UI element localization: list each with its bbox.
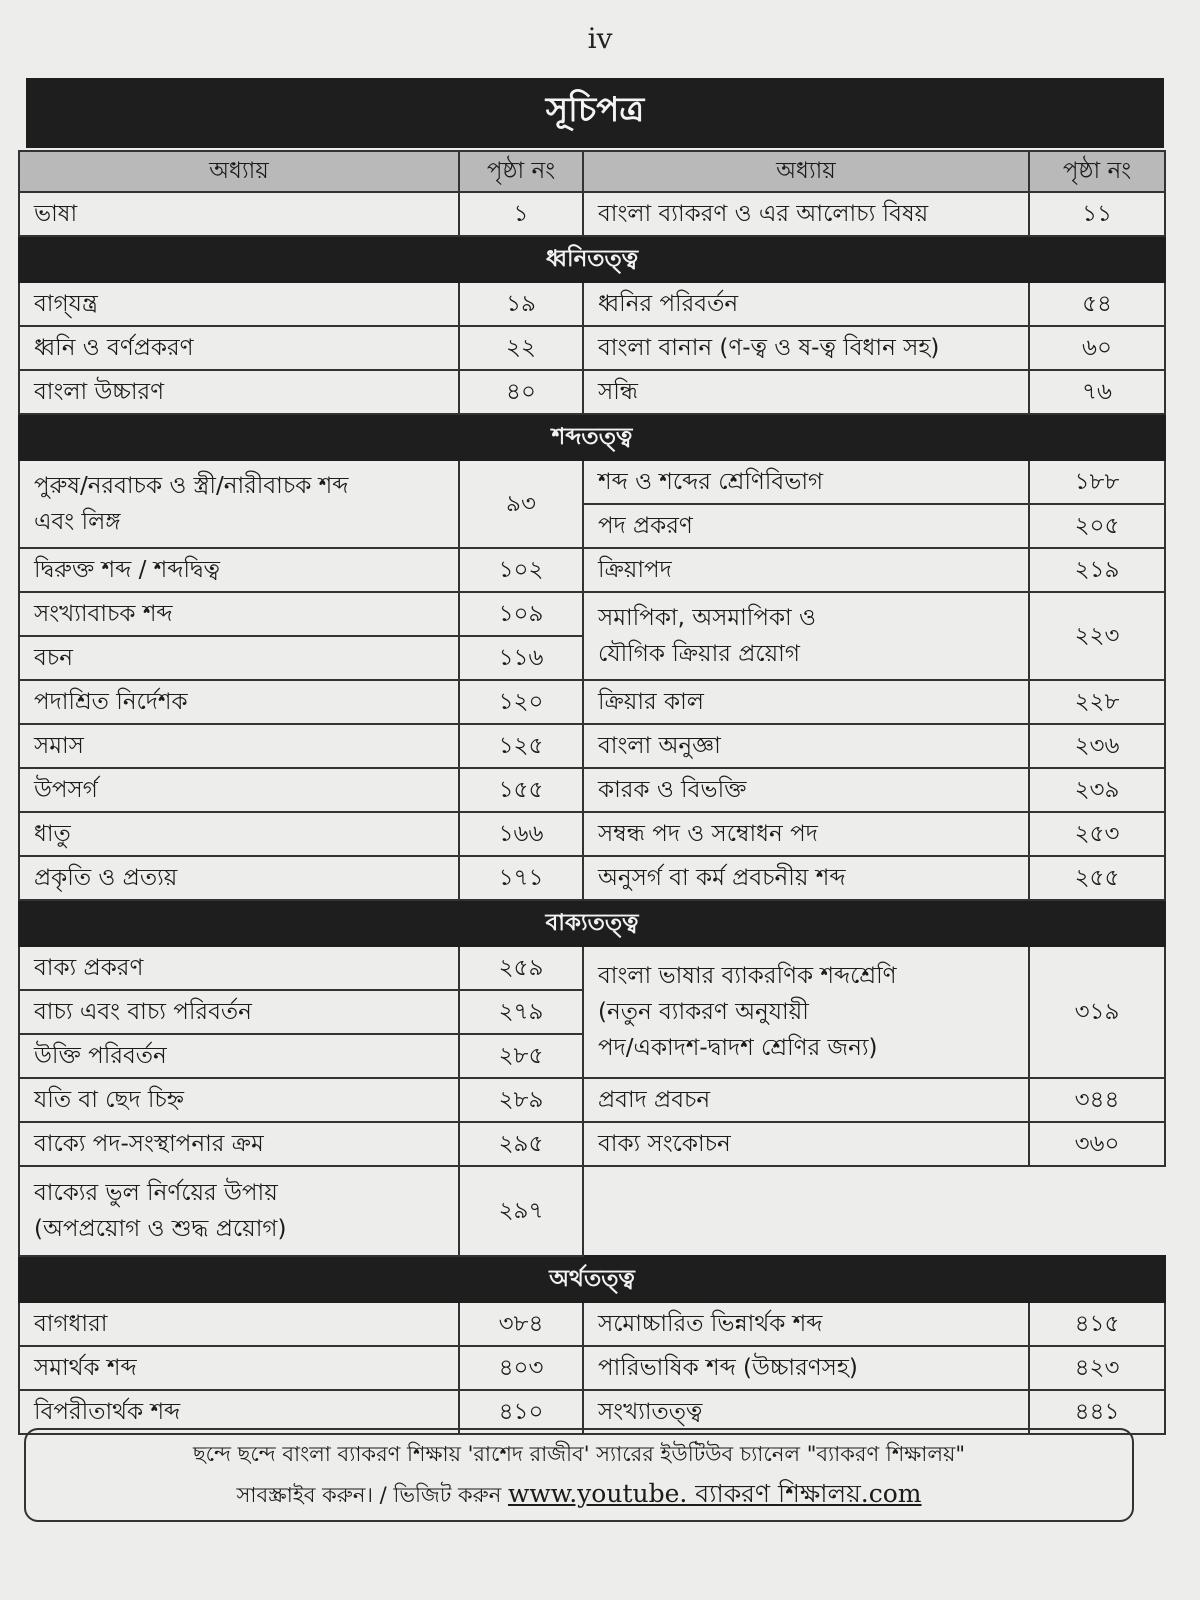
- chapter-title[interactable]: সন্ধি: [583, 370, 1029, 414]
- chapter-title[interactable]: সমার্থক শব্দ: [19, 1346, 459, 1390]
- chapter-page: ২১৯: [1029, 548, 1165, 592]
- chapter-title[interactable]: উপসর্গ: [19, 768, 459, 812]
- table-row: [19, 1166, 1165, 1256]
- table-row: [19, 768, 1165, 812]
- chapter-page: ৯৩: [459, 460, 583, 548]
- chapter-title[interactable]: সমোচ্চারিত ভিন্নার্থক শব্দ: [583, 1302, 1029, 1346]
- section-header-morphology: [19, 414, 1165, 460]
- chapter-title[interactable]: উক্তি পরিবর্তন: [19, 1034, 459, 1078]
- table-row: [19, 856, 1165, 900]
- chapter-page: ১২০: [459, 680, 583, 724]
- empty-cell: [583, 1166, 1165, 1256]
- chapter-title[interactable]: ধাতু: [19, 812, 459, 856]
- table-row: [19, 370, 1165, 414]
- chapter-title[interactable]: ক্রিয়ার কাল: [583, 680, 1029, 724]
- table-row: [19, 282, 1165, 326]
- chapter-title[interactable]: বাংলা উচ্চারণ: [19, 370, 459, 414]
- header-chapter-left: অধ্যায়: [19, 151, 459, 192]
- chapter-page: ২৫৯: [459, 946, 583, 990]
- chapter-title[interactable]: সংখ্যাতত্ত্ব: [583, 1390, 1029, 1434]
- chapter-page: ২৫৩: [1029, 812, 1165, 856]
- footer-line-2: [34, 1474, 1124, 1515]
- table-row: [19, 1122, 1165, 1166]
- chapter-page: ১: [459, 192, 583, 236]
- chapter-title-line: (অপপ্রয়োগ ও শুদ্ধ প্রয়োগ): [34, 1216, 287, 1242]
- chapter-page: ৪১৫: [1029, 1302, 1165, 1346]
- chapter-page: ৭৬: [1029, 370, 1165, 414]
- chapter-page: ২৩৬: [1029, 724, 1165, 768]
- chapter-title[interactable]: বচন: [19, 636, 459, 680]
- chapter-page: ৩৮৪: [459, 1302, 583, 1346]
- chapter-page: ১১: [1029, 192, 1165, 236]
- chapter-page: ১০২: [459, 548, 583, 592]
- chapter-page: ২২৩: [1029, 592, 1165, 680]
- chapter-page: ২৩৯: [1029, 768, 1165, 812]
- chapter-page: ২৫৫: [1029, 856, 1165, 900]
- table-row: [19, 680, 1165, 724]
- table-row: [19, 326, 1165, 370]
- header-row: [19, 151, 1165, 192]
- table-row: [19, 946, 1165, 990]
- chapter-page: ১৯: [459, 282, 583, 326]
- chapter-title[interactable]: সম্বন্ধ পদ ও সম্বোধন পদ: [583, 812, 1029, 856]
- table-of-contents: [18, 150, 1166, 1435]
- chapter-title[interactable]: [583, 592, 1029, 680]
- chapter-title[interactable]: ভাষা: [19, 192, 459, 236]
- chapter-title[interactable]: বাগ্‌যন্ত্র: [19, 282, 459, 326]
- chapter-title-line: (নতুন ব্যাকরণ অনুযায়ী: [598, 999, 809, 1025]
- chapter-title[interactable]: [19, 460, 459, 548]
- section-header-phonology: [19, 236, 1165, 282]
- chapter-title[interactable]: বাংলা অনুজ্ঞা: [583, 724, 1029, 768]
- chapter-title[interactable]: বাংলা বানান (ণ-ত্ব ও ষ-ত্ব বিধান সহ): [583, 326, 1029, 370]
- table-row: [19, 592, 1165, 636]
- channel-link[interactable]: www.youtube. ব্যাকরণ শিক্ষালয়.com: [507, 1479, 922, 1508]
- chapter-title[interactable]: ক্রিয়াপদ: [583, 548, 1029, 592]
- chapter-page: ৪০: [459, 370, 583, 414]
- chapter-title[interactable]: সমাস: [19, 724, 459, 768]
- chapter-page: ১৮৮: [1029, 460, 1165, 504]
- table-row: [19, 460, 1165, 504]
- section-title: বাক্যতত্ত্ব: [19, 900, 1165, 946]
- chapter-title[interactable]: বাক্য সংকোচন: [583, 1122, 1029, 1166]
- page-number: iv: [587, 22, 613, 55]
- chapter-page: ২২: [459, 326, 583, 370]
- chapter-title[interactable]: বাক্য প্রকরণ: [19, 946, 459, 990]
- footer-note: [24, 1428, 1134, 1522]
- chapter-page: ১৫৫: [459, 768, 583, 812]
- chapter-title[interactable]: পদাশ্রিত নির্দেশক: [19, 680, 459, 724]
- chapter-title[interactable]: যতি বা ছেদ চিহ্ন: [19, 1078, 459, 1122]
- chapter-page: ২০৫: [1029, 504, 1165, 548]
- chapter-title[interactable]: বাক্যে পদ-সংস্থাপনার ক্রম: [19, 1122, 459, 1166]
- chapter-page: ৫৪: [1029, 282, 1165, 326]
- chapter-page: ৪১০: [459, 1390, 583, 1434]
- table-row: [19, 1302, 1165, 1346]
- chapter-title[interactable]: পারিভাষিক শব্দ (উচ্চারণসহ): [583, 1346, 1029, 1390]
- chapter-page: ১৭১: [459, 856, 583, 900]
- chapter-page: ৬০: [1029, 326, 1165, 370]
- chapter-page: ২৯৫: [459, 1122, 583, 1166]
- chapter-page: ৪৪১: [1029, 1390, 1165, 1434]
- footer-line-1: ছন্দে ছন্দে বাংলা ব্যাকরণ শিক্ষায় 'রাশেদ রাজীব' স্যারের ইউটিউব চ্যানেল "ব্যাকরণ শিক্ষালয়": [192, 1442, 966, 1466]
- chapter-title[interactable]: প্রবাদ প্রবচন: [583, 1078, 1029, 1122]
- header-page-right: পৃষ্ঠা নং: [1029, 151, 1165, 192]
- chapter-page: ২৯৭: [459, 1166, 583, 1256]
- section-header-semantics: [19, 1256, 1165, 1302]
- chapter-title-line: সমাপিকা, অসমাপিকা ও: [598, 605, 816, 631]
- chapter-page: ২৮৯: [459, 1078, 583, 1122]
- chapter-title[interactable]: পদ প্রকরণ: [583, 504, 1029, 548]
- chapter-page: ৪২৩: [1029, 1346, 1165, 1390]
- chapter-page: ১০৯: [459, 592, 583, 636]
- table-row: [19, 1346, 1165, 1390]
- chapter-page: ২২৮: [1029, 680, 1165, 724]
- table-row: [19, 1078, 1165, 1122]
- chapter-title-line: এবং লিঙ্গ: [34, 509, 121, 535]
- chapter-title-line: বাংলা ভাষার ব্যাকরণিক শব্দশ্রেণি: [598, 963, 897, 989]
- chapter-page: ১১৬: [459, 636, 583, 680]
- chapter-title[interactable]: সংখ্যাবাচক শব্দ: [19, 592, 459, 636]
- page-title: সূচিপত্র: [26, 78, 1164, 148]
- chapter-title-line: পদ/একাদশ-দ্বাদশ শ্রেণির জন্য): [598, 1035, 878, 1061]
- section-title: অর্থতত্ত্ব: [19, 1256, 1165, 1302]
- chapter-page: ৩১৯: [1029, 946, 1165, 1078]
- table-row: [19, 812, 1165, 856]
- header-page-left: পৃষ্ঠা নং: [459, 151, 583, 192]
- chapter-title[interactable]: [19, 1166, 459, 1256]
- chapter-title[interactable]: প্রকৃতি ও প্রত্যয়: [19, 856, 459, 900]
- chapter-title[interactable]: বাগধারা: [19, 1302, 459, 1346]
- chapter-title[interactable]: শব্দ ও শব্দের শ্রেণিবিভাগ: [583, 460, 1029, 504]
- section-header-syntax: [19, 900, 1165, 946]
- chapter-title[interactable]: বাংলা ব্যাকরণ ও এর আলোচ্য বিষয়: [583, 192, 1029, 236]
- table-row: [19, 192, 1165, 236]
- chapter-page: ৩৬০: [1029, 1122, 1165, 1166]
- table-row: [19, 724, 1165, 768]
- chapter-title[interactable]: বিপরীতার্থক শব্দ: [19, 1390, 459, 1434]
- table-row: [19, 548, 1165, 592]
- header-chapter-right: অধ্যায়: [583, 151, 1029, 192]
- chapter-page: ১৬৬: [459, 812, 583, 856]
- chapter-page: ২৮৫: [459, 1034, 583, 1078]
- chapter-title[interactable]: অনুসর্গ বা কর্ম প্রবচনীয় শব্দ: [583, 856, 1029, 900]
- chapter-page: ১২৫: [459, 724, 583, 768]
- chapter-title[interactable]: বাচ্য এবং বাচ্য পরিবর্তন: [19, 990, 459, 1034]
- chapter-title-line: যৌগিক ক্রিয়ার প্রয়োগ: [598, 641, 800, 667]
- chapter-title[interactable]: কারক ও বিভক্তি: [583, 768, 1029, 812]
- chapter-title[interactable]: ধ্বনির পরিবর্তন: [583, 282, 1029, 326]
- chapter-title[interactable]: ধ্বনি ও বর্ণপ্রকরণ: [19, 326, 459, 370]
- chapter-page: ২৭৯: [459, 990, 583, 1034]
- chapter-page: ৩৪৪: [1029, 1078, 1165, 1122]
- footer-line-2-prefix: সাবস্ক্রাইব করুন। / ভিজিট করুন: [236, 1483, 502, 1507]
- chapter-page: ৪০৩: [459, 1346, 583, 1390]
- chapter-title-line: পুরুষ/নরবাচক ও স্ত্রী/নারীবাচক শব্দ: [34, 473, 349, 499]
- section-title: ধ্বনিতত্ত্ব: [19, 236, 1165, 282]
- chapter-title-line: বাক্যের ভুল নির্ণয়ের উপায়: [34, 1180, 278, 1206]
- chapter-title[interactable]: দ্বিরুক্ত শব্দ / শব্দদ্বিত্ব: [19, 548, 459, 592]
- chapter-title[interactable]: [583, 946, 1029, 1078]
- section-title: শব্দতত্ত্ব: [19, 414, 1165, 460]
